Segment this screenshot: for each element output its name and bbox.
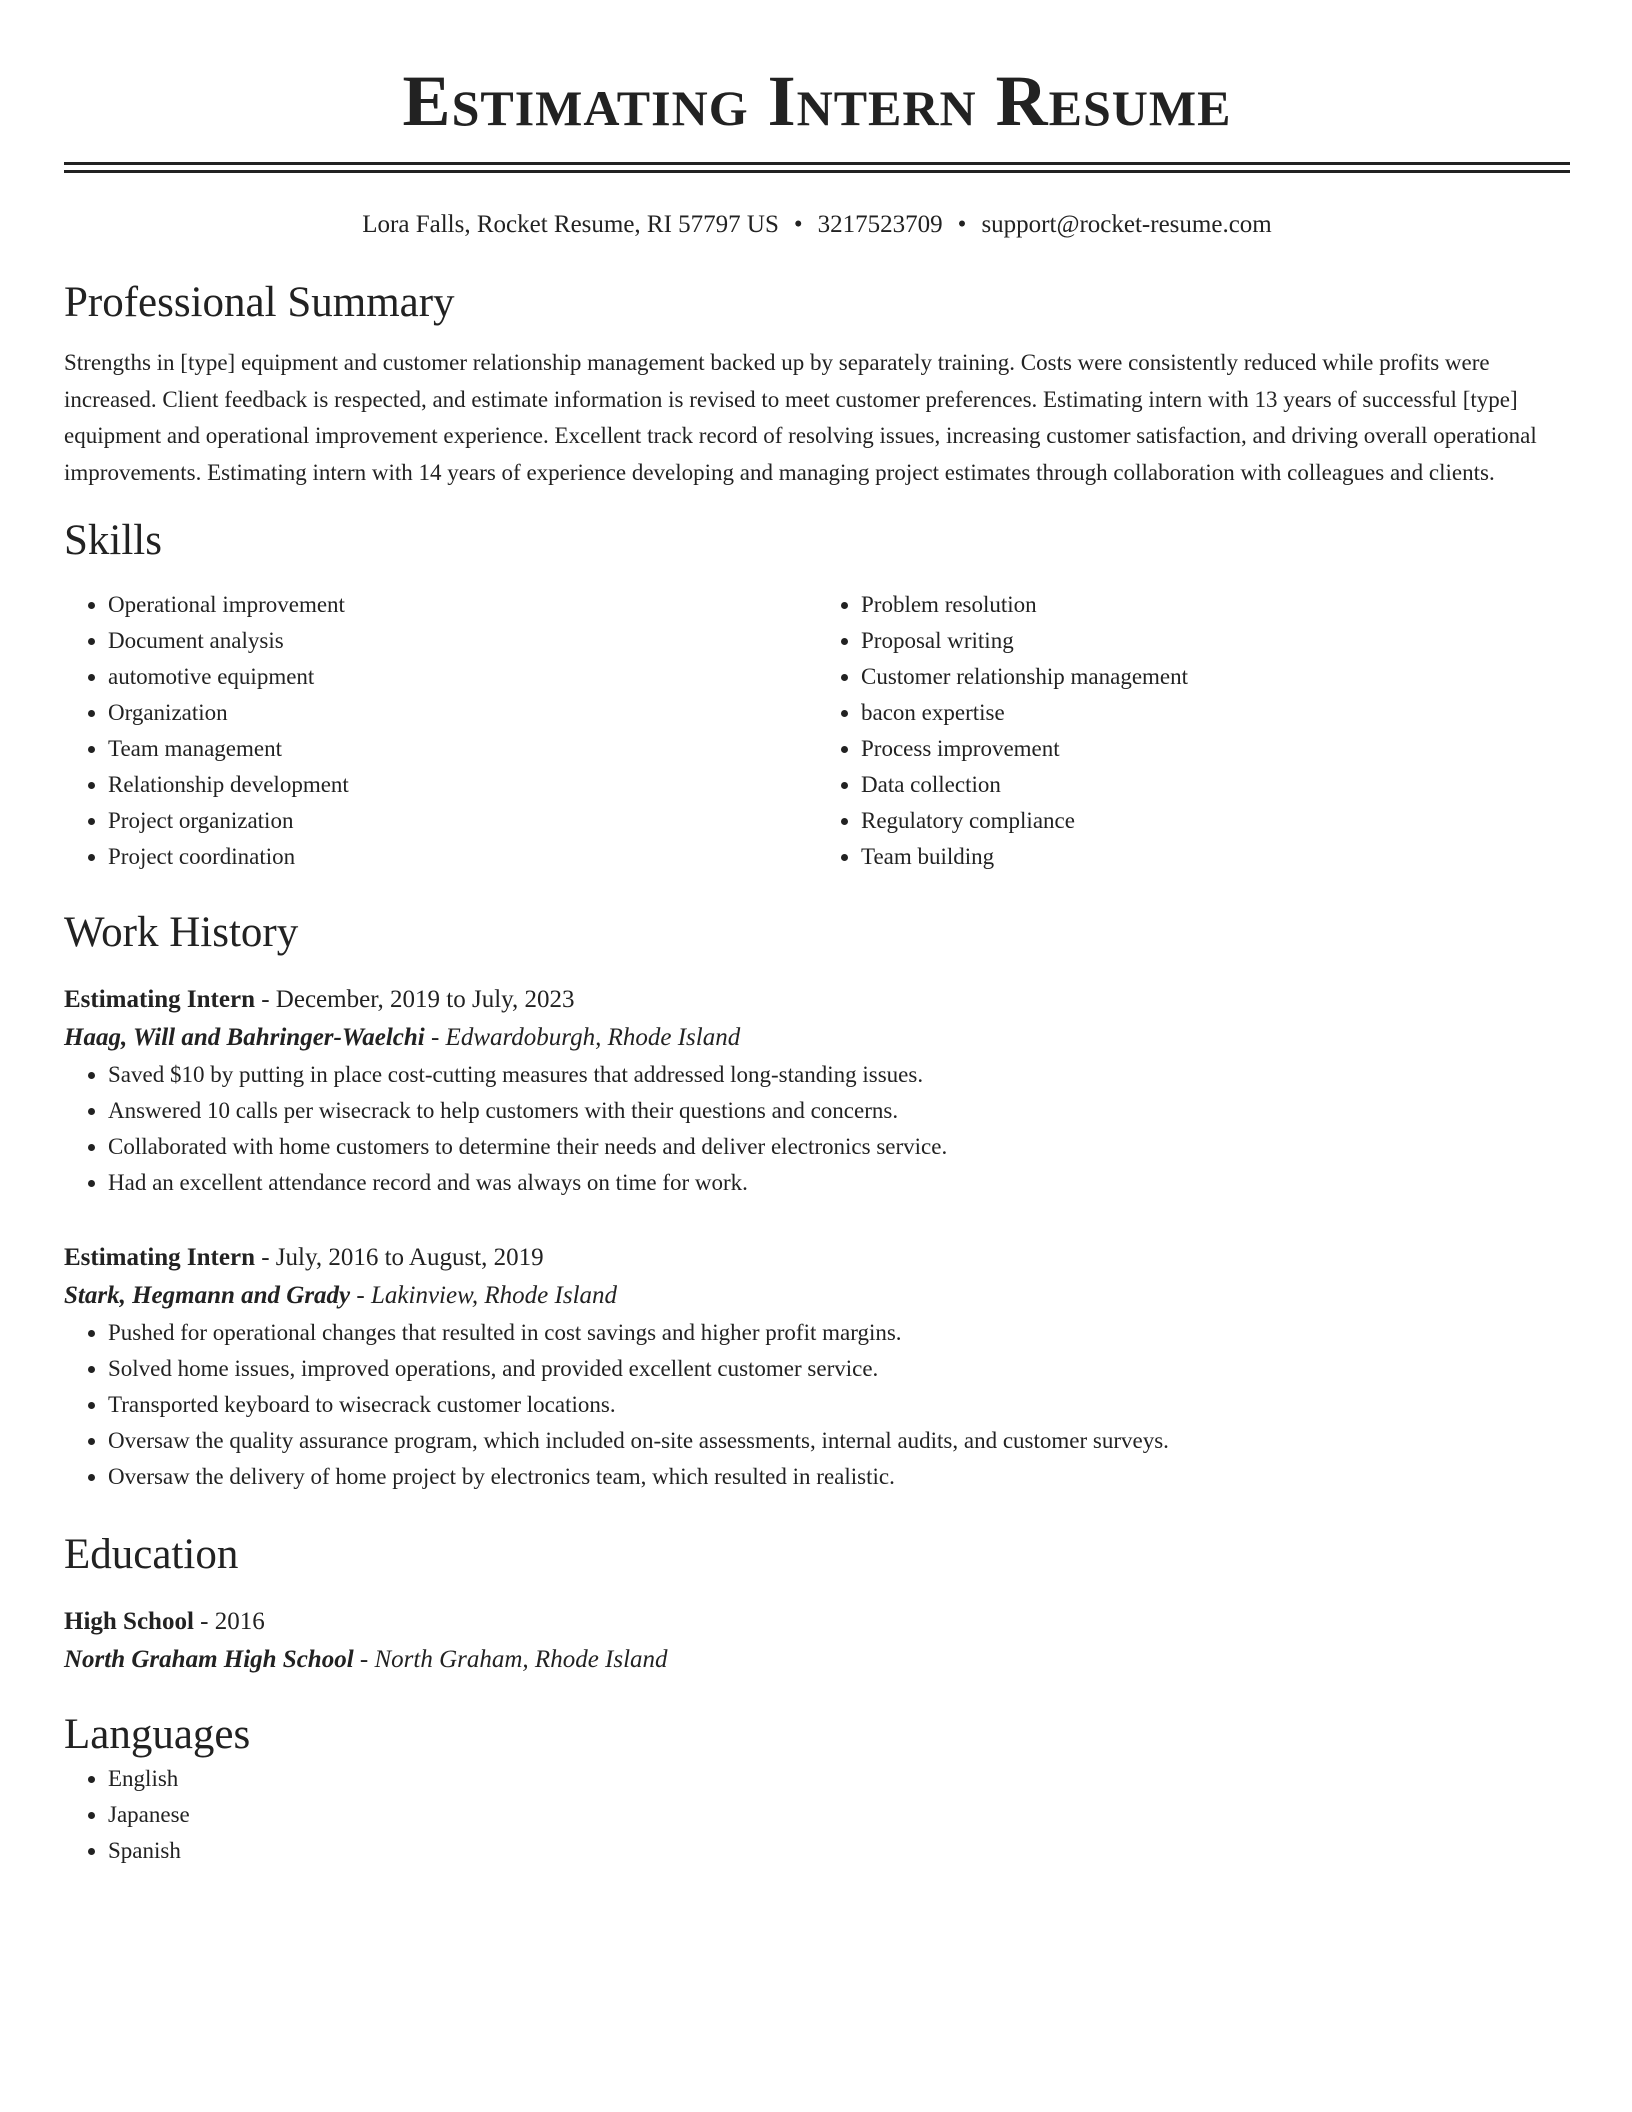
job-duty: • Oversaw the delivery of home project by electronics team, which resulted in realistic. [108,1459,1570,1495]
skill-item: • Operational improvement [108,587,817,623]
job-dates: - December, 2019 to July, 2023 [254,986,575,1013]
skill-item: • Project coordination [108,839,817,875]
skill-item: • Problem resolution [861,587,1570,623]
title-divider-top [64,162,1570,165]
skills-list-right [817,587,1570,875]
skill-item: • Document analysis [108,623,817,659]
skill-item: • Organization [108,695,817,731]
education-year: - 2016 [193,1608,265,1635]
contact-email: support@rocket-resume.com [981,211,1272,238]
job-duties-list [64,1315,1570,1495]
skill-item: • Process improvement [861,731,1570,767]
job-duties-list [64,1057,1570,1201]
summary-text: Strengths in [type] equipment and customer relationship management backed up by separately training. Costs were consistently reduced while profits were increased. Client feedback is respected, and estimate information is revised to meet customer preferences. Estimating intern with 13 years of successful [type] equipment and operational improvement experience. Excellent track record of resolving issues, increasing customer satisfaction, and driving overall operational improvements. Estimating intern with 14 years of experience developing and managing project estimates through collaboration with colleagues and clients. [64,350,1537,485]
skill-item: • automotive equipment [108,659,817,695]
job-duty: • Pushed for operational changes that resulted in cost savings and higher profit margins. [108,1315,1570,1351]
language-item: • Spanish [108,1833,1570,1869]
job-title: Estimating Intern [64,986,255,1013]
language-item: • English [108,1761,1570,1797]
skill-item: • Regulatory compliance [861,803,1570,839]
job-title: Estimating Intern [64,1244,255,1271]
languages-list [64,1761,1570,1869]
job-duty: • Collaborated with home customers to determine their needs and deliver electronics service. [108,1129,1570,1165]
skill-item: • Project organization [108,803,817,839]
skill-item: • Proposal writing [861,623,1570,659]
job-company-line [64,1019,1570,1057]
job-duty: • Saved $10 by putting in place cost-cutting measures that addressed long-standing issues. [108,1057,1570,1093]
job-duty: • Had an excellent attendance record and was always on time for work. [108,1165,1570,1201]
contact-separator: • [957,211,967,238]
job-entry [64,981,1570,1201]
title-divider-bottom [64,170,1570,173]
education-header [64,1603,1570,1641]
contact-phone: 3217523709 [817,211,943,238]
job-company: Haag, Will and Bahringer-Waelchi [64,1024,425,1051]
skills-list-left [64,587,817,875]
resume-page [64,0,1570,1869]
job-duty: • Answered 10 calls per wisecrack to help customers with their questions and concerns. [108,1093,1570,1129]
education-school: North Graham High School [64,1646,354,1673]
job-duty: • Oversaw the quality assurance program, which included on-site assessments, internal audits, and customer surveys. [108,1423,1570,1459]
contact-separator: • [793,211,803,238]
skills-heading: Skills [64,517,162,564]
skill-item: • bacon expertise [861,695,1570,731]
summary-heading: Professional Summary [64,279,455,326]
skill-item: • Team building [861,839,1570,875]
work-history-heading: Work History [64,909,299,956]
skill-item: • Data collection [861,767,1570,803]
job-header [64,1239,1570,1277]
contact-address: Lora Falls, Rocket Resume, RI 57797 US [362,211,779,238]
contact-line [64,209,1570,241]
job-location: - Edwardoburgh, Rhode Island [424,1024,741,1051]
job-header [64,981,1570,1019]
job-duty: • Solved home issues, improved operations, and provided excellent customer service. [108,1351,1570,1387]
skill-item: • Customer relationship management [861,659,1570,695]
languages-heading: Languages [64,1711,251,1758]
job-entry [64,1239,1570,1495]
job-company: Stark, Hegmann and Grady [64,1282,351,1309]
education-location: - North Graham, Rhode Island [353,1646,668,1673]
education-school-line [64,1641,1570,1679]
job-duty: • Transported keyboard to wisecrack customer locations. [108,1387,1570,1423]
job-dates: - July, 2016 to August, 2019 [254,1244,544,1271]
language-item: • Japanese [108,1797,1570,1833]
job-location: - Lakinview, Rhode Island [350,1282,618,1309]
resume-title: Estimating Intern Resume [402,61,1232,141]
education-heading: Education [64,1531,239,1578]
job-company-line [64,1277,1570,1315]
skill-item: • Relationship development [108,767,817,803]
education-degree: High School [64,1608,194,1635]
skill-item: • Team management [108,731,817,767]
skills-columns [64,587,1570,875]
